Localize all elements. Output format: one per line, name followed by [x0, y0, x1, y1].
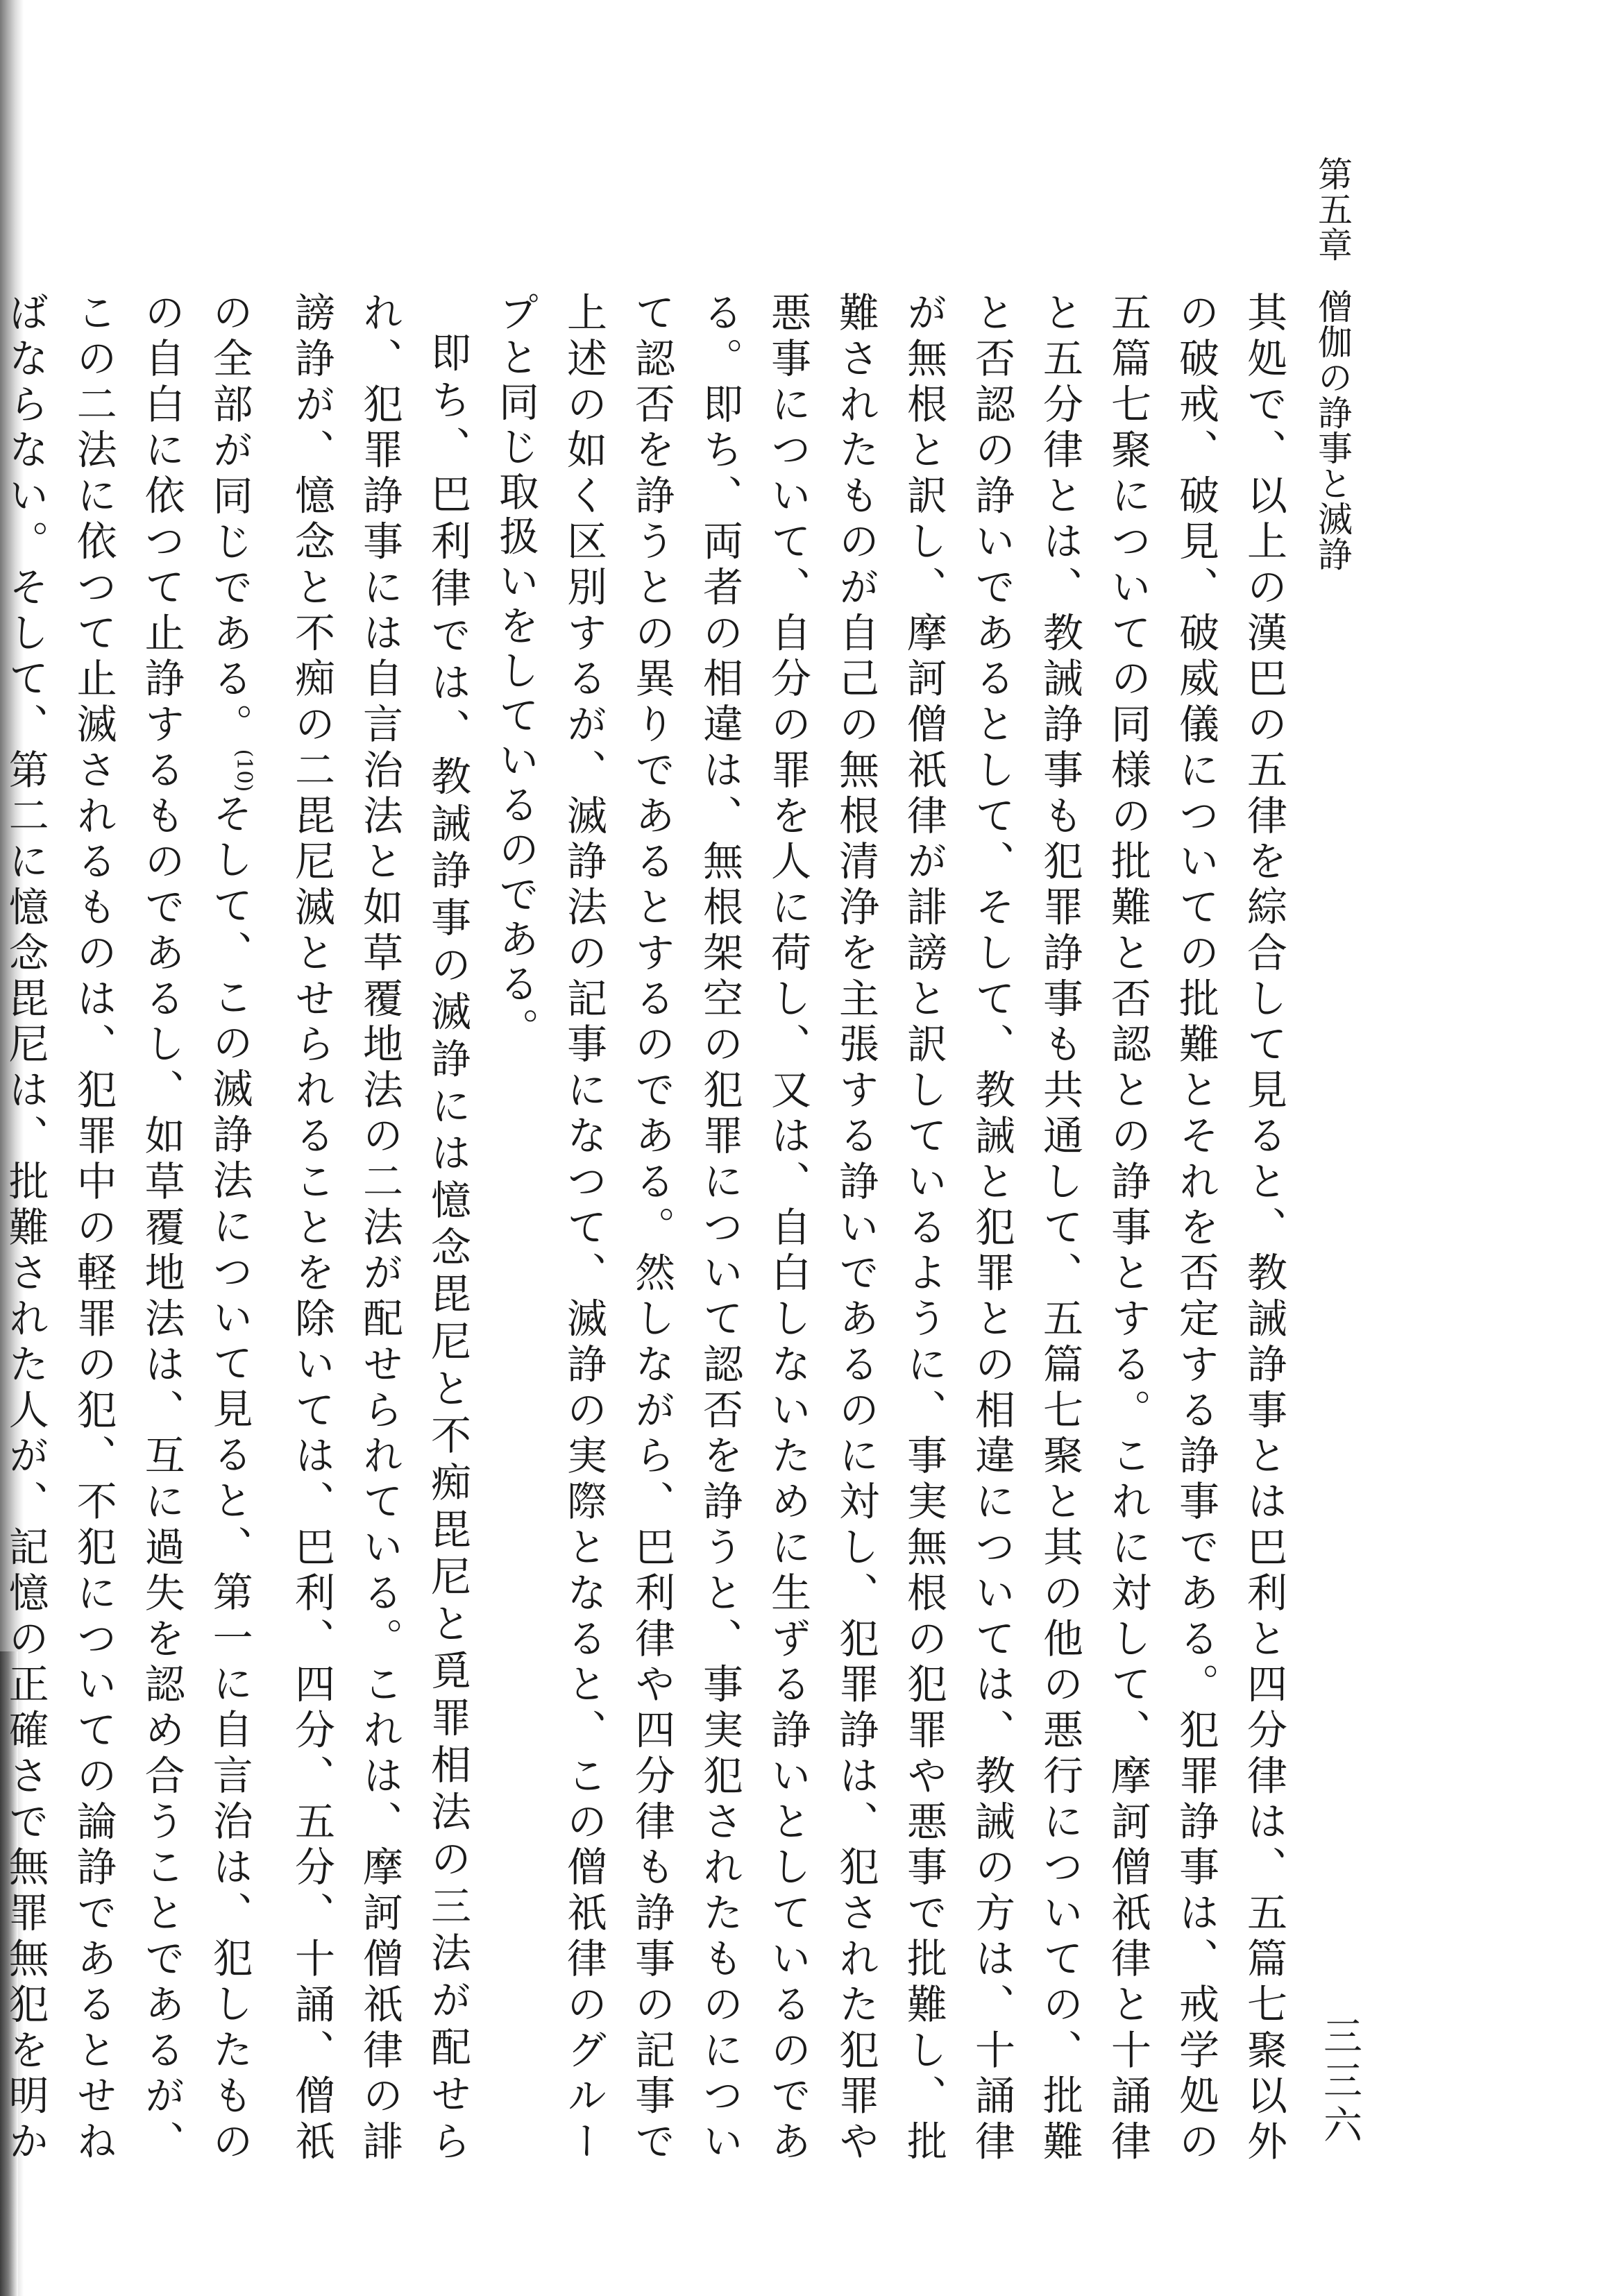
paragraph-2-part-1: 即ち、巴利律では、教誡諍事の滅諍には憶念毘尼と不痴毘尼と覓罪相法の三法が配せられ、犯罪諍事には自言治法と如草覆地法の二法が配せられている。これは、摩訶僧祇律の誹謗諍が、憶念と不痴の二毘尼滅とせられることを除いては、巴利、四分、五分、十誦、僧祇の全部が同じである。 [205, 291, 471, 2165]
body-text [1, 291, 1298, 2166]
chapter-title: 僧伽の諍事と滅諍 [1312, 289, 1353, 572]
paragraph-2-part-2: そして、この滅諍法について見ると、第一に自言治は、犯したものの自白に依つて止諍するものであるし、如草覆地法は、互に過失を認め合うことであるが、この二法に依つて止滅されるものは、犯罪中の軽罪の犯、不犯についての論諍であるとせねばならない。そして、第二に憶念毘尼は、批難された人が、記憶の正確さで無罪無犯を明か [1, 291, 253, 2166]
running-head [1305, 156, 1360, 850]
paragraph-2 [0, 291, 482, 2165]
chapter-label: 第五章 [1312, 156, 1353, 262]
paragraph-1: 其処で、以上の漢巴の五律を綜合して見ると、教誡諍事とは巴利と四分律は、五篇七聚以外の破戒、破見、破威儀についての批難とそれを否定する諍事である。犯罪諍事は、戒学処の五篇七聚についての同様の批難と否認との諍事とする。これに対して、摩訶僧祇律と十誦律と五分律とは、教誡諍事も犯罪諍事も共通して、五篇七聚と其の他の悪行についての、批難と否認の諍いであるとして、そして、教誡と犯罪との相違については、教誡の方は、十誦律が無根と訳し、摩訶僧祇律が誹謗と訳しているように、事実無根の犯罪や悪事で批難し、批難されたものが自己の無根清浄を主張する諍いであるのに対し、犯罪諍は、犯された犯罪や悪事について、自分の罪を人に荷し、又は、自白しないために生ずる諍いとしているのである。即ち、両者の相違は、無根架空の犯罪について認否を諍うと、事実犯されたものについて認否を諍うとの異りであるとするのである。然しながら、巴利律や四分律も諍事の記事で上述の如く区別するが、滅諍法の記事になつて、滅諍の実際となると、この僧祇律のグループと同じ取扱いをしているのである。 [492, 291, 1287, 2165]
footnote-reference[interactable]: (10) [232, 749, 256, 792]
page-number: 三三六 [1317, 2016, 1362, 2149]
